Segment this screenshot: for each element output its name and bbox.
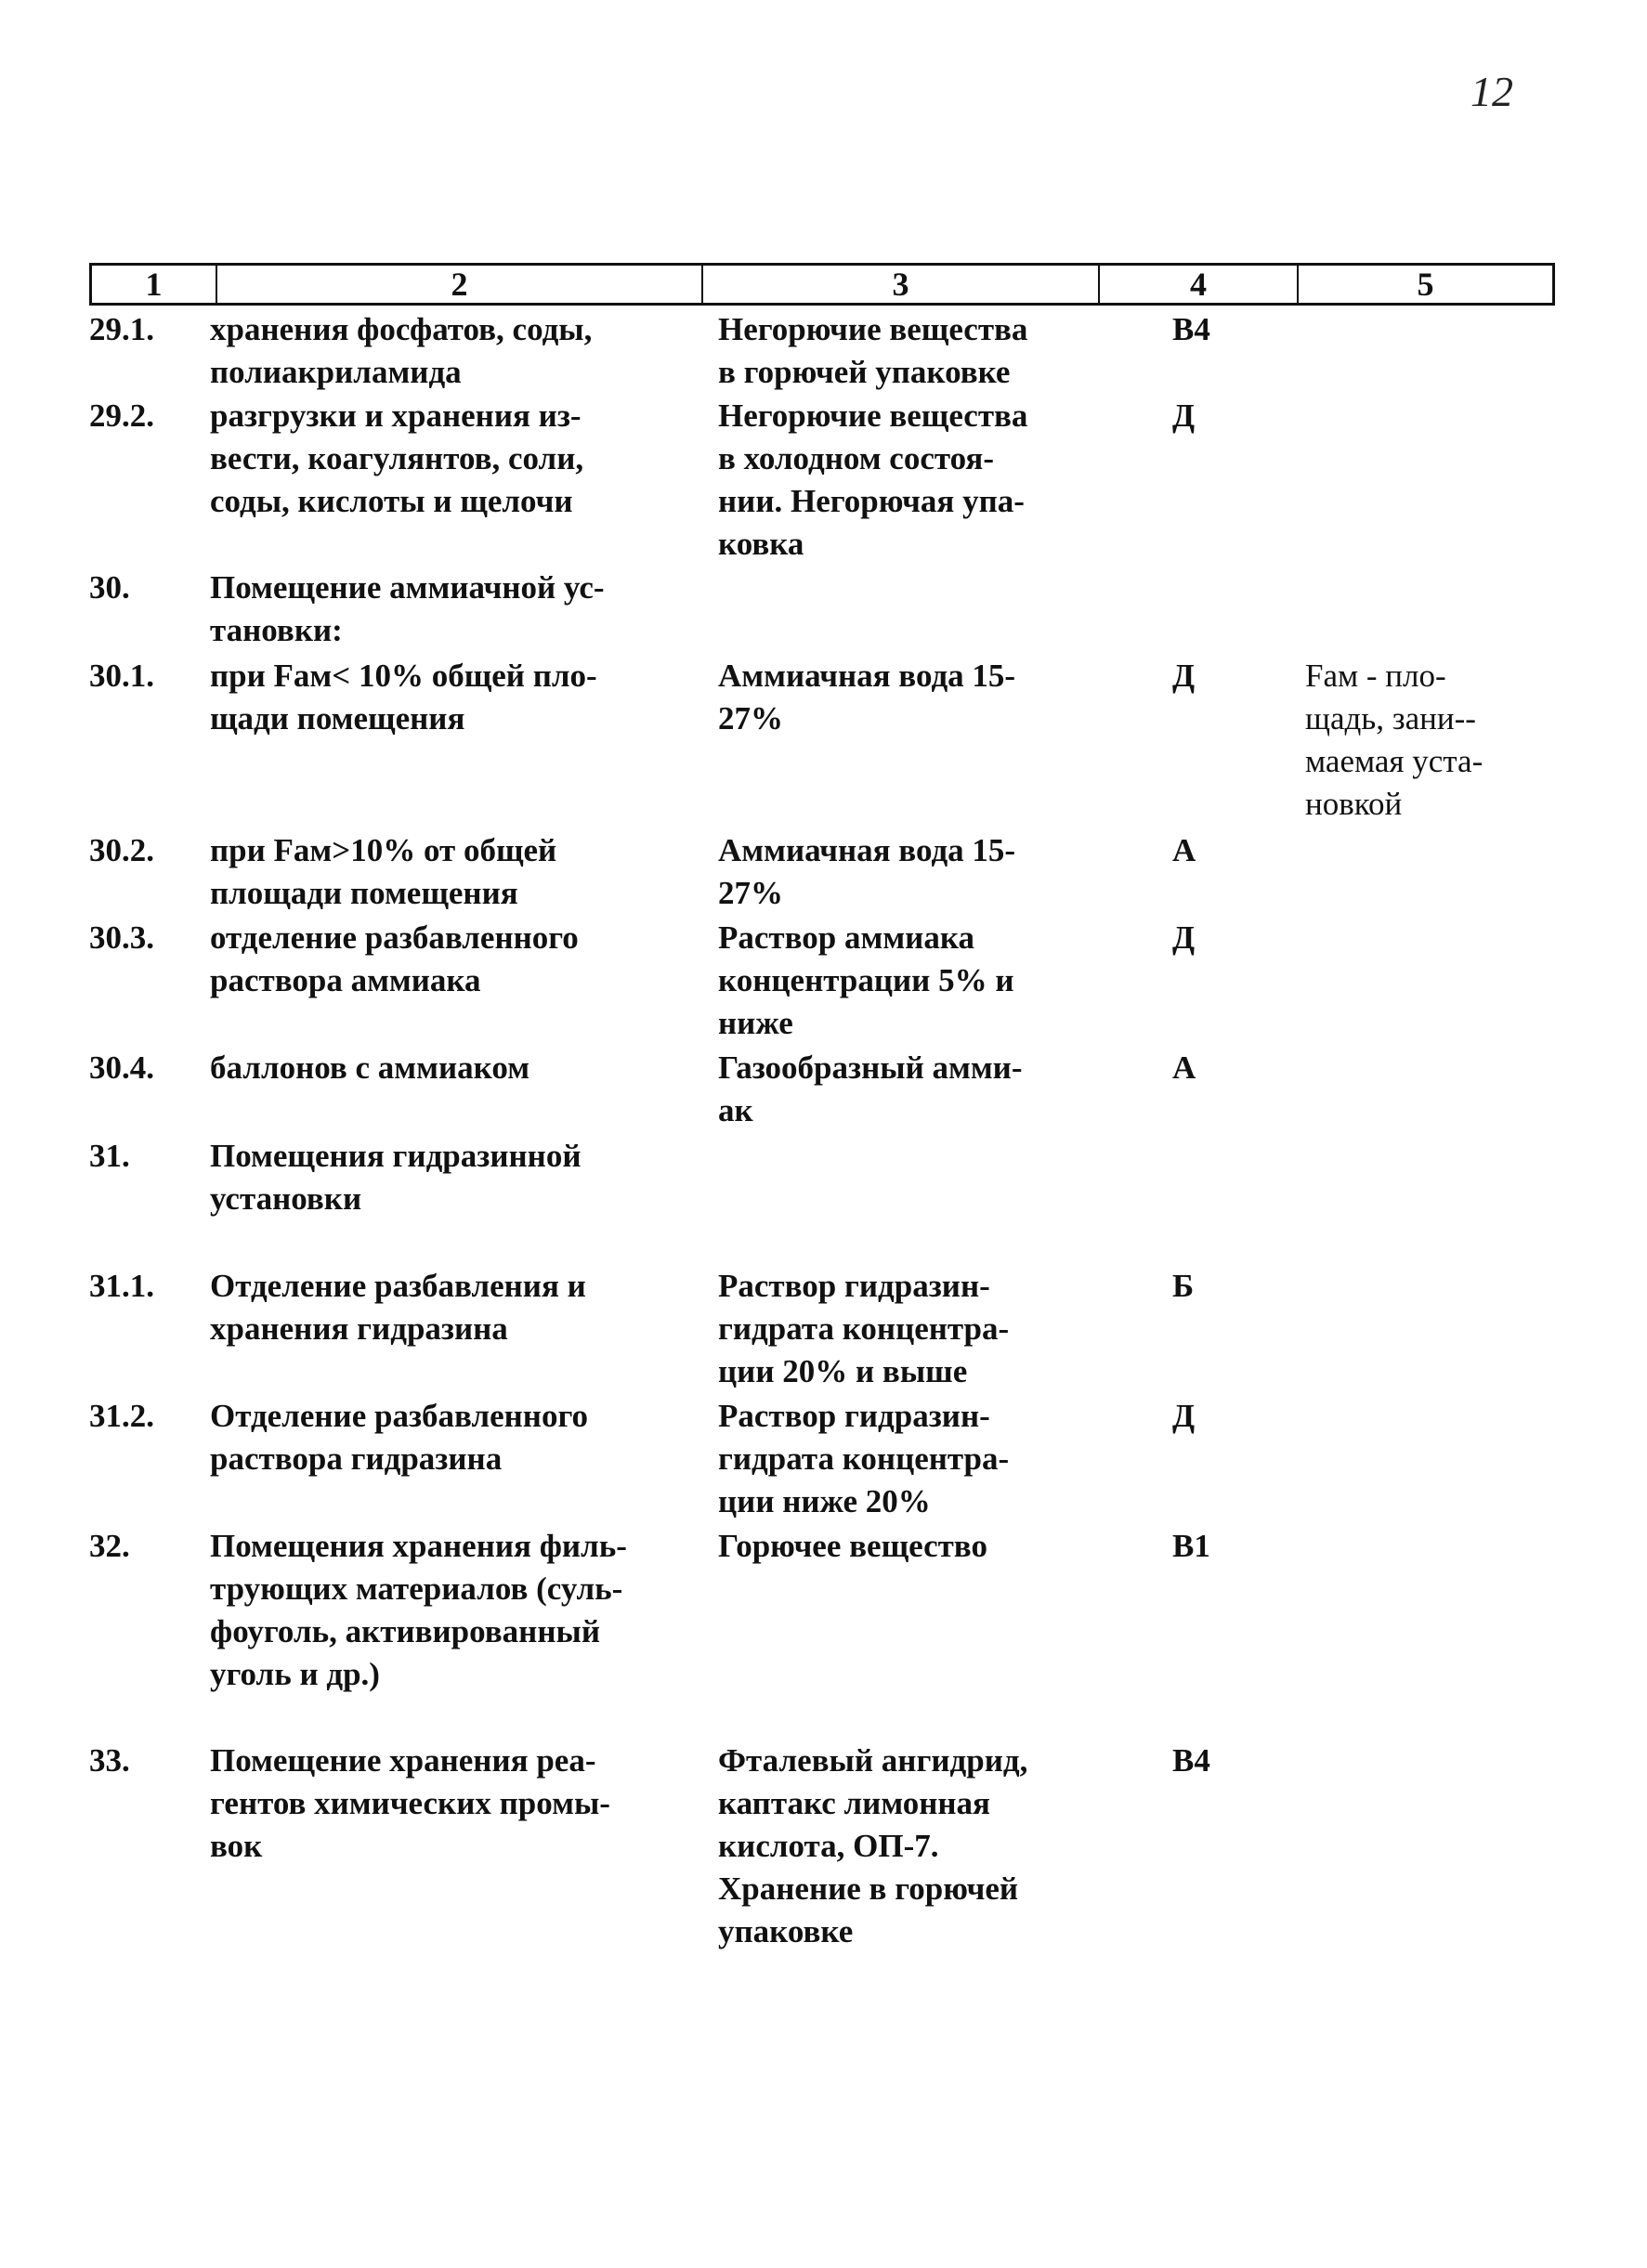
substance-description-line: ции ниже 20% bbox=[718, 1483, 931, 1519]
premises-name bbox=[210, 917, 702, 1002]
substance-description-line: ак bbox=[718, 1092, 753, 1128]
premises-name bbox=[210, 567, 702, 652]
note-text-line: щадь, зани-- bbox=[1305, 700, 1476, 736]
premises-name-line: фоуголь, активированный bbox=[210, 1613, 600, 1649]
note-text-line: Fам - пло- bbox=[1305, 658, 1446, 694]
premises-name-line: раствора гидразина bbox=[210, 1440, 503, 1477]
substance-description bbox=[718, 917, 1108, 1045]
premises-name-line: Помещения хранения филь- bbox=[210, 1528, 627, 1564]
substance-description-line: кислота, ОП-7. bbox=[718, 1828, 939, 1864]
hazard-category: Д bbox=[1172, 1398, 1196, 1434]
substance-description bbox=[718, 655, 1108, 740]
premises-name bbox=[210, 308, 702, 394]
premises-name bbox=[210, 395, 702, 523]
premises-name-line: уголь и др.) bbox=[210, 1656, 380, 1692]
premises-name bbox=[210, 1525, 702, 1696]
substance-description-line: Негорючие вещества bbox=[718, 398, 1028, 434]
premises-name bbox=[210, 829, 702, 915]
note-text-line: маемая уста- bbox=[1305, 743, 1484, 779]
hazard-category: Д bbox=[1172, 398, 1196, 434]
row-number: 29.1. bbox=[89, 311, 154, 347]
substance-description-line: в горючей упаковке bbox=[718, 354, 1011, 390]
substance-description-line: гидрата концентра- bbox=[718, 1440, 1010, 1477]
substance-description-line: Раствор аммиака bbox=[718, 919, 974, 956]
substance-description-line: 27% bbox=[718, 700, 783, 736]
substance-description bbox=[718, 395, 1108, 566]
substance-description-line: каптакс лимонная bbox=[718, 1785, 990, 1821]
row-number: 30. bbox=[89, 569, 130, 606]
premises-name-line: раствора аммиака bbox=[210, 962, 481, 998]
hazard-category: В4 bbox=[1172, 1742, 1210, 1779]
hazard-category: Д bbox=[1172, 919, 1196, 956]
premises-name-line: Отделение разбавления и bbox=[210, 1268, 586, 1304]
substance-description-line: упаковке bbox=[718, 1913, 854, 1949]
premises-name-line: установки bbox=[210, 1180, 362, 1217]
premises-name-line: гентов химических промы- bbox=[210, 1785, 610, 1821]
substance-description-line: ниже bbox=[718, 1005, 793, 1041]
premises-name-line: баллонов с аммиаком bbox=[210, 1049, 530, 1086]
row-number: 32. bbox=[89, 1528, 130, 1564]
premises-name-line: при Fам< 10% общей пло- bbox=[210, 658, 597, 694]
premises-name-line: Помещение хранения реа- bbox=[210, 1742, 596, 1779]
column-header-5: 5 bbox=[1417, 266, 1434, 303]
note-text bbox=[1305, 655, 1551, 826]
row-number: 33. bbox=[89, 1742, 130, 1779]
premises-name bbox=[210, 1395, 702, 1480]
premises-name-line: вок bbox=[210, 1828, 263, 1864]
premises-name-line: вести, коагулянтов, соли, bbox=[210, 440, 584, 476]
row-number: 31. bbox=[89, 1138, 130, 1174]
table-header bbox=[89, 263, 1555, 306]
premises-name bbox=[210, 1265, 702, 1350]
premises-name-line: щади помещения bbox=[210, 700, 465, 736]
substance-description-line: концентрации 5% и bbox=[718, 962, 1014, 998]
hazard-category: А bbox=[1172, 832, 1196, 868]
hazard-category: Д bbox=[1172, 658, 1196, 694]
premises-name-line: хранения фосфатов, соды, bbox=[210, 311, 593, 347]
hazard-category: Б bbox=[1172, 1268, 1195, 1304]
substance-description-line: нии. Негорючая упа- bbox=[718, 483, 1025, 519]
row-number: 30.3. bbox=[89, 919, 154, 956]
note-text-line: новкой bbox=[1305, 786, 1403, 822]
substance-description-line: в холодном состоя- bbox=[718, 440, 995, 476]
page-number: 12 bbox=[1471, 68, 1513, 115]
premises-name-line: полиакриламида bbox=[210, 354, 462, 390]
substance-description-line: гидрата концентра- bbox=[718, 1310, 1010, 1347]
column-header-4: 4 bbox=[1100, 266, 1299, 303]
row-number: 29.2. bbox=[89, 398, 154, 434]
premises-name-line: Отделение разбавленного bbox=[210, 1398, 588, 1434]
substance-description-line: Аммиачная вода 15- bbox=[718, 832, 1016, 868]
row-number: 31.2. bbox=[89, 1398, 154, 1434]
premises-name-line: хранения гидразина bbox=[210, 1310, 508, 1347]
premises-name-line: Помещение аммиачной ус- bbox=[210, 569, 605, 606]
column-header-3: 3 bbox=[703, 266, 1100, 303]
premises-name-line: площади помещения bbox=[210, 875, 518, 911]
row-number: 30.1. bbox=[89, 658, 154, 694]
substance-description-line: Негорючие вещества bbox=[718, 311, 1028, 347]
premises-name-line: соды, кислоты и щелочи bbox=[210, 483, 573, 519]
substance-description bbox=[718, 1740, 1108, 1953]
hazard-category: В1 bbox=[1172, 1528, 1210, 1564]
premises-name-line: разгрузки и хранения из- bbox=[210, 398, 582, 434]
substance-description-line: ции 20% и выше bbox=[718, 1353, 968, 1389]
column-header-1: 1 bbox=[92, 266, 217, 303]
row-number: 30.4. bbox=[89, 1049, 154, 1086]
substance-description-line: Горючее вещество bbox=[718, 1528, 987, 1564]
row-number: 30.2. bbox=[89, 832, 154, 868]
premises-name bbox=[210, 1135, 702, 1220]
substance-description-line: Газообразный амми- bbox=[718, 1049, 1023, 1086]
premises-name bbox=[210, 1047, 702, 1089]
substance-description bbox=[718, 829, 1108, 915]
row-number: 31.1. bbox=[89, 1268, 154, 1304]
substance-description-line: Фталевый ангидрид, bbox=[718, 1742, 1028, 1779]
substance-description bbox=[718, 308, 1108, 394]
premises-name-line: Помещения гидразинной bbox=[210, 1138, 582, 1174]
premises-name-line: трующих материалов (суль- bbox=[210, 1571, 623, 1607]
premises-name-line: тановки: bbox=[210, 612, 343, 648]
hazard-category: А bbox=[1172, 1049, 1196, 1086]
substance-description-line: Раствор гидразин- bbox=[718, 1398, 990, 1434]
substance-description-line: 27% bbox=[718, 875, 783, 911]
substance-description-line: Хранение в горючей bbox=[718, 1870, 1019, 1907]
substance-description bbox=[718, 1265, 1108, 1393]
hazard-category: В4 bbox=[1172, 311, 1210, 347]
premises-name-line: при Fам>10% от общей bbox=[210, 832, 557, 868]
column-header-2: 2 bbox=[217, 266, 703, 303]
substance-description bbox=[718, 1525, 1108, 1568]
substance-description-line: Раствор гидразин- bbox=[718, 1268, 990, 1304]
substance-description-line: Аммиачная вода 15- bbox=[718, 658, 1016, 694]
premises-name bbox=[210, 1740, 702, 1868]
premises-name bbox=[210, 655, 702, 740]
substance-description-line: ковка bbox=[718, 526, 804, 562]
substance-description bbox=[718, 1047, 1108, 1132]
substance-description bbox=[718, 1395, 1108, 1523]
premises-name-line: отделение разбавленного bbox=[210, 919, 579, 956]
